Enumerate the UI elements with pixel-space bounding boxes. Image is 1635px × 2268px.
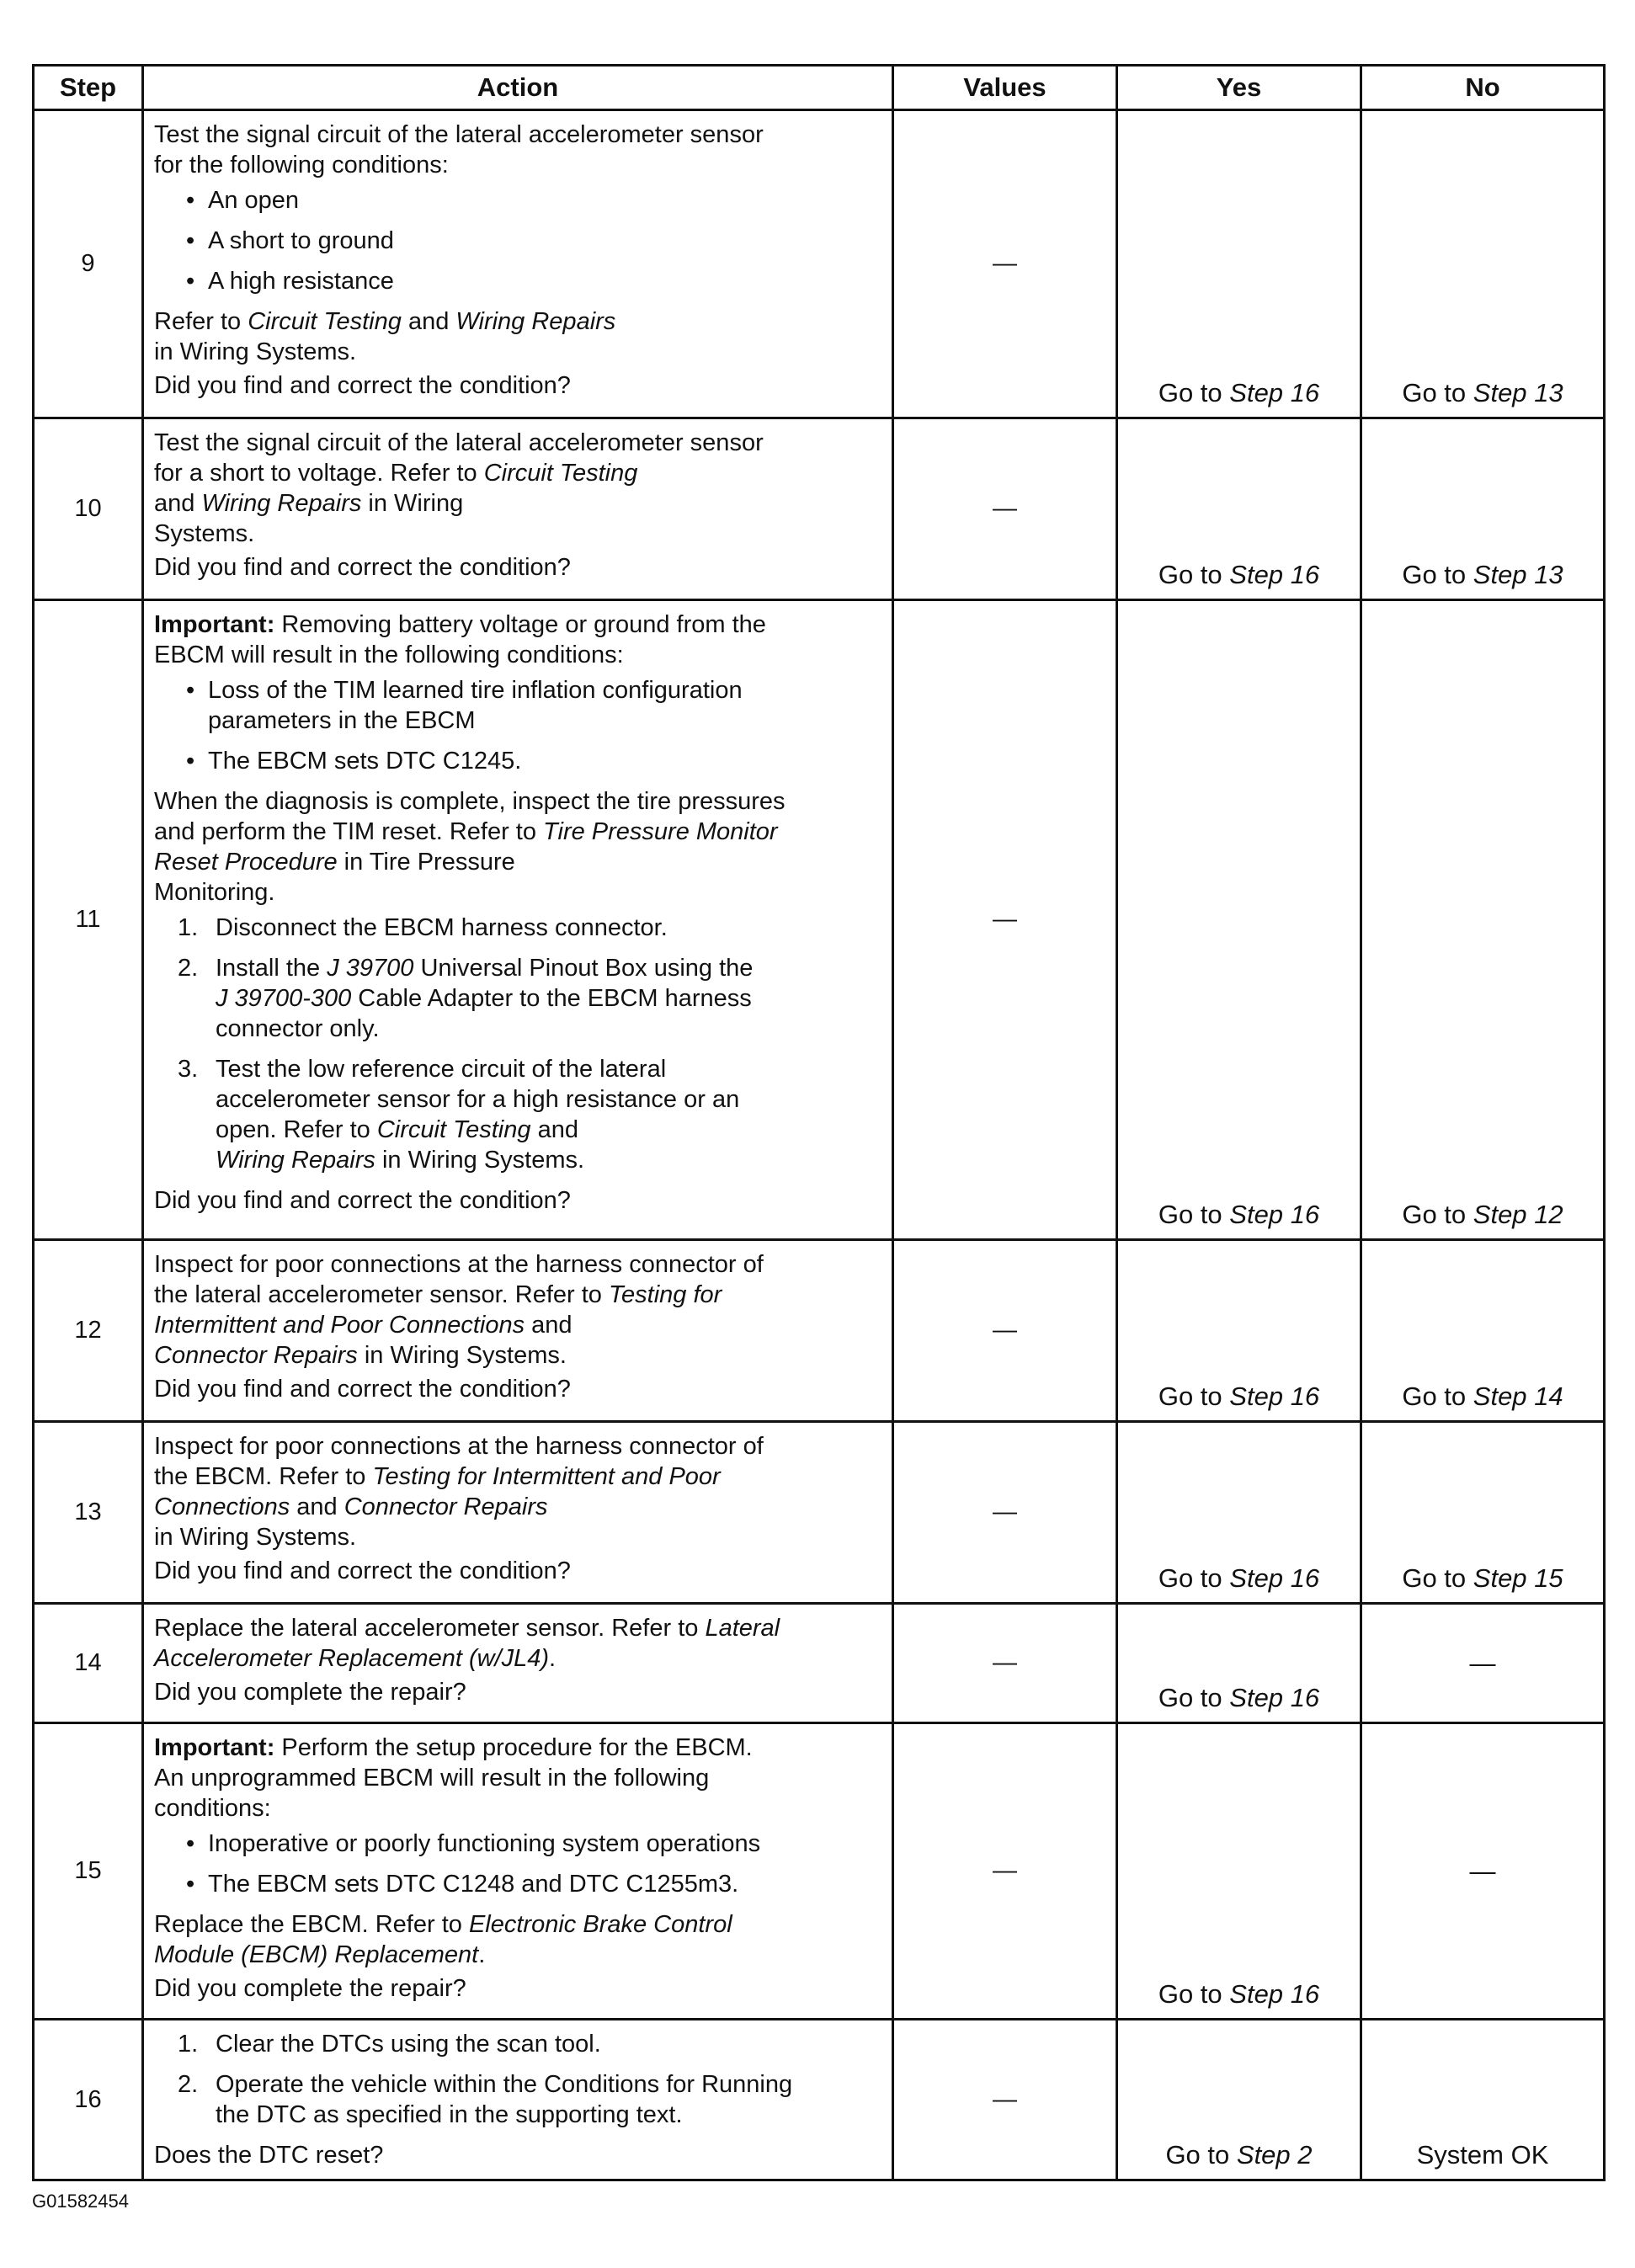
action-cell: Replace the lateral accelerometer sensor. Refer to Lateral Accelerometer Replacement (w/JL4). Did you complete the repair? (143, 1604, 893, 1723)
list-item: 2. Operate the vehicle within the Conditions for Running the DTC as specified in the supporting text. (178, 2071, 793, 2128)
action-cell (143, 110, 893, 418)
table-row-step-12 (34, 1240, 1605, 1422)
yes-step: 16 (1290, 1200, 1320, 1229)
values-cell: — (893, 418, 1117, 600)
list-item: 2. Install the J 39700 Universal Pinout Box using the J 39700-300 Cable Adapter to the EBCM harness connector only. (178, 955, 754, 1042)
step-number: 9 (34, 110, 143, 418)
important-label: Important: (154, 1734, 275, 1761)
yes-step: 16 (1290, 1382, 1320, 1411)
step-number: 16 (34, 2020, 143, 2180)
question-text: Did you find and correct the condition? (154, 1376, 571, 1403)
step-number: 15 (34, 1723, 143, 2020)
action-cell: Important: Removing battery voltage or ground from the EBCM will result in the following conditions: • Loss of the TIM learned tire inflation configuration parameters in the EBCM • The EBCM sets DTC C1245. When the diagnosis is complete, inspect the tire pressures and perform the TIM reset. Refer to Tire Pressure Monitor Reset Procedure in Tire Pressure Monitoring. 1. Disconnect the EBCM harness connector. 2. Install the J 39700 Universal Pinout Box using the J 39700-300 Cable Adapter to the EBCM harness connector only. 3. Test the low reference circuit of the lateral accelerometer sensor for a high resistance or an open. Refer to Circuit Testing and Wiring Repairs in Wiring Systems. Did you find and correct the condition? (143, 600, 893, 1240)
no-step: 12 (1534, 1200, 1563, 1229)
no-cell: Go to Step 15 (1361, 1422, 1605, 1604)
header-step: Step (34, 66, 143, 110)
yes-cell: Go to Step 16 (1117, 418, 1361, 600)
yes-step: 16 (1290, 1979, 1320, 2009)
list-item: • The EBCM sets DTC C1248 and DTC C1255m3. (154, 1869, 881, 1899)
question-text: Does the DTC reset? (154, 2142, 384, 2169)
yes-step: 2 (1297, 2140, 1313, 2170)
no-cell: — (1361, 1723, 1605, 2020)
yes-step: 16 (1290, 560, 1320, 589)
header-no: No (1361, 66, 1605, 110)
diagnostic-table (32, 64, 1606, 2181)
no-step: 13 (1534, 378, 1563, 407)
table-row-step-11 (34, 600, 1605, 1240)
yes-step: 16 (1290, 378, 1320, 407)
step-number: 13 (34, 1422, 143, 1604)
no-cell: System OK (1361, 2020, 1605, 2180)
table-row-step-15 (34, 1723, 1605, 2020)
yes-step: 16 (1290, 1683, 1320, 1712)
condition-list (154, 1829, 881, 1899)
yes-cell: Go to Step 2 (1117, 2020, 1361, 2180)
list-item: 1. Clear the DTCs using the scan tool. (178, 2031, 601, 2058)
action-text: for the following conditions: (154, 152, 449, 178)
list-item: • A high resistance (154, 266, 881, 296)
step-number: 14 (34, 1604, 143, 1723)
list-item: • The EBCM sets DTC C1245. (154, 746, 881, 776)
action-cell (143, 2020, 893, 2180)
values-cell: — (893, 1240, 1117, 1422)
step-number: 12 (34, 1240, 143, 1422)
yes-cell: Go to Step 16 (1117, 110, 1361, 418)
step-number: 11 (34, 600, 143, 1240)
header-action: Action (143, 66, 893, 110)
action-cell: Inspect for poor connections at the harness connector of the EBCM. Refer to Testing for Intermittent and Poor Connections and Connector Repairs in Wiring Systems. Did you find and correct the condition? (143, 1422, 893, 1604)
yes-cell: Go to Step 16 (1117, 1240, 1361, 1422)
action-cell: Test the signal circuit of the lateral accelerometer sensor for a short to voltage. Refer to Circuit Testing and Wiring Repairs in Wiring Systems. Did you find and correct the condition? (143, 418, 893, 600)
procedure-list (154, 913, 881, 1175)
question-text: Did you complete the repair? (154, 1679, 466, 1706)
table-row-step-9 (34, 110, 1605, 418)
question-text: Did you find and correct the condition? (154, 554, 571, 581)
reference-link: Circuit Testing (248, 308, 402, 335)
header-values: Values (893, 66, 1117, 110)
no-step: 14 (1534, 1382, 1563, 1411)
values-cell: — (893, 1422, 1117, 1604)
important-label: Important: (154, 611, 275, 638)
table-row-step-16 (34, 2020, 1605, 2180)
action-text: Test the signal circuit of the lateral accelerometer sensor (154, 121, 764, 148)
table-row-step-14 (34, 1604, 1605, 1723)
values-cell: — (893, 110, 1117, 418)
yes-step: 16 (1290, 1563, 1320, 1593)
yes-cell: Go to Step 16 (1117, 1604, 1361, 1723)
no-step: 13 (1534, 560, 1563, 589)
step-number: 10 (34, 418, 143, 600)
list-item: • Inoperative or poorly functioning system operations (154, 1829, 881, 1859)
list-item: 1. Disconnect the EBCM harness connector. (178, 914, 668, 941)
table-row-step-10 (34, 418, 1605, 600)
reference-link: Wiring Repairs (455, 308, 616, 335)
values-cell: — (893, 2020, 1117, 2180)
values-cell: — (893, 1604, 1117, 1723)
no-cell: — (1361, 1604, 1605, 1723)
question-text: Did you find and correct the condition? (154, 1187, 571, 1214)
condition-list (154, 675, 881, 776)
reference-text: Refer to Circuit Testing and Wiring Repairs in Wiring Systems. (154, 308, 616, 365)
header-yes: Yes (1117, 66, 1361, 110)
header-row (34, 66, 1605, 110)
list-item: 3. Test the low reference circuit of the lateral accelerometer sensor for a high resistance or an open. Refer to Circuit Testing and Wiring Repairs in Wiring Systems. (178, 1056, 740, 1174)
no-cell: Go to Step 13 (1361, 110, 1605, 418)
list-item: • A short to ground (154, 226, 881, 256)
no-cell: Go to Step 13 (1361, 418, 1605, 600)
figure-id: G01582454 (32, 2191, 129, 2212)
yes-cell: Go to Step 16 (1117, 1723, 1361, 2020)
yes-cell: Go to Step 16 (1117, 600, 1361, 1240)
question-text: Did you find and correct the condition? (154, 1557, 571, 1584)
action-cell: Important: Perform the setup procedure for the EBCM. An unprogrammed EBCM will result in the following conditions: • Inoperative or poorly functioning system operations • The EBCM sets DTC C1248 and DTC C1255m3. Replace the EBCM. Refer to Electronic Brake Control Module (EBCM) Replacement. Did you complete the repair? (143, 1723, 893, 2020)
list-item: • Loss of the TIM learned tire inflation configuration parameters in the EBCM (154, 675, 881, 736)
table-row-step-13 (34, 1422, 1605, 1604)
question-text: Did you find and correct the condition? (154, 372, 571, 399)
question-text: Did you complete the repair? (154, 1975, 466, 2002)
action-cell: Inspect for poor connections at the harness connector of the lateral accelerometer sensor. Refer to Testing for Intermittent and Poor Connections and Connector Repairs in Wiring Systems. Did you find and correct the condition? (143, 1240, 893, 1422)
no-cell: Go to Step 14 (1361, 1240, 1605, 1422)
list-item: • An open (154, 185, 881, 216)
no-step: 15 (1534, 1563, 1563, 1593)
values-cell: — (893, 1723, 1117, 2020)
yes-cell: Go to Step 16 (1117, 1422, 1361, 1604)
procedure-list (154, 2029, 881, 2130)
condition-list (154, 185, 881, 296)
no-cell: Go to Step 12 (1361, 600, 1605, 1240)
values-cell: — (893, 600, 1117, 1240)
